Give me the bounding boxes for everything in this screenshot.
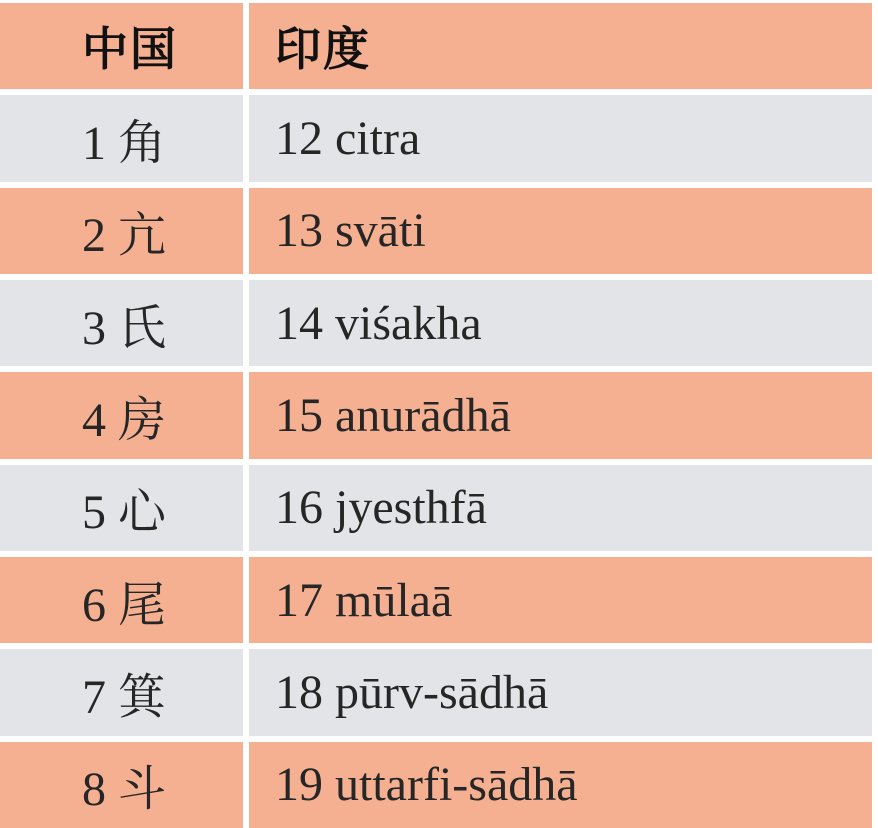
row-7-india-cell: 18 pūrv-sādhā xyxy=(249,649,872,735)
header-cell-india: 印度 xyxy=(249,3,872,89)
row-1-china-cell: 1 角 xyxy=(0,95,243,181)
row-6-china-cell: 6 尾 xyxy=(0,557,243,643)
header-cell-china: 中国 xyxy=(0,3,243,89)
row-5-india-cell: 16 jyesthfā xyxy=(249,465,872,551)
row-3-china-cell: 3 氏 xyxy=(0,280,243,366)
row-6-india-cell: 17 mūlaā xyxy=(249,557,872,643)
row-4-india-cell: 15 anurādhā xyxy=(249,372,872,458)
row-8-china-cell: 8 斗 xyxy=(0,742,243,828)
row-3-india-cell: 14 viśakha xyxy=(249,280,872,366)
row-4-china-cell: 4 房 xyxy=(0,372,243,458)
row-7-china-cell: 7 箕 xyxy=(0,649,243,735)
row-2-china-cell: 2 亢 xyxy=(0,188,243,274)
row-5-china-cell: 5 心 xyxy=(0,465,243,551)
row-2-india-cell: 13 svāti xyxy=(249,188,872,274)
row-1-india-cell: 12 citra xyxy=(249,95,872,181)
row-8-india-cell: 19 uttarfi-sādhā xyxy=(249,742,872,828)
